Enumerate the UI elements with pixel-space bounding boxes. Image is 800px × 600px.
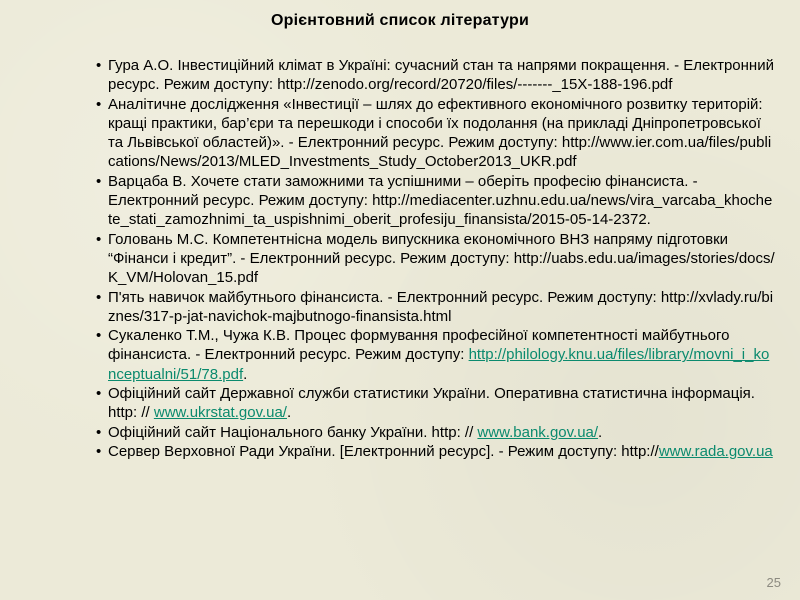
reference-item: [105, 288, 775, 327]
reference-text: Сукаленко Т.М., Чужа К.В. Процес формування професійної компетентності майбутнього фінансиста. - Електронний ресурс. Режим доступу:: [108, 327, 734, 364]
page-number: 25: [766, 575, 781, 590]
reference-text: Офіційний сайт Державної служби статистики України. Оперативна статистична інформація. http: //: [108, 385, 760, 422]
reference-url: http://mediacenter.uzhnu.edu.ua/news/vira_varcaba_khochete_stati_zamozhnimi_ta_uspishnimi_oberit_profesiju_finansista/2015-05-14-2372.: [108, 192, 773, 229]
reference-url: http://xvlady.ru/biznes/317-p-jat-navichok-majbutnogo-finansista.html: [108, 288, 774, 325]
reference-list: [105, 56, 779, 461]
reference-tail: .: [598, 423, 603, 441]
reference-link[interactable]: www.ukrstat.gov.ua/: [153, 404, 287, 422]
reference-link[interactable]: www.bank.gov.ua/: [477, 423, 599, 441]
reference-text: Сервер Верховної Ради України. [Електронний ресурс]. - Режим доступу: http://: [108, 442, 659, 460]
reference-link[interactable]: http://philology.knu.ua/files/library/movni_i_konceptualni/51/78.pdf: [108, 346, 770, 383]
reference-item: [105, 230, 775, 288]
reference-text: Головань М.С. Компетентнісна модель випускника економічного ВНЗ напряму підготовки “Фінанси і кредит”. - Електронний ресурс. Режим доступу:: [108, 230, 733, 267]
reference-tail: .: [286, 404, 292, 422]
reference-text: Аналітичне дослідження «Інвестиції – шлях до ефективного економічного розвитку територій: кращі практики, бар’єри та перешкоди і способи їх подолання (на прикладі Дніпропетровської та Львівської областей)». - Електронний ресурс. Режим доступу:: [108, 95, 767, 152]
reference-item: [105, 423, 775, 442]
slide-title: Орієнтовний список літератури: [270, 12, 530, 29]
reference-text: Гура А.О. Інвестиційний клімат в Україні: сучасний стан та напрями покращення. - Електронний ресурс. Режим доступу:: [108, 57, 779, 94]
reference-url: http://zenodo.org/record/20720/files/-------_15X-188-196.pdf: [277, 76, 673, 94]
reference-item: [105, 326, 775, 384]
reference-text: Варцаба В. Хочете стати заможними та успішними – оберіть професію фінансиста. - Електронний ресурс. Режим доступу:: [108, 172, 702, 210]
reference-item: [105, 56, 779, 95]
reference-url: http://uabs.edu.ua/images/stories/docs/K_VM/Holovan_15.pdf: [108, 249, 775, 287]
reference-item: [105, 384, 775, 423]
reference-tail: .: [243, 365, 248, 383]
reference-item: [105, 172, 775, 230]
reference-text: Офіційний сайт Національного банку України. http: //: [108, 423, 478, 441]
reference-item: [105, 442, 775, 461]
reference-url: http://www.ier.com.ua/files/publications/News/2013/MLED_Investments_Study_October2013_UKR.pdf: [108, 134, 772, 171]
reference-item: [105, 95, 775, 172]
reference-link[interactable]: www.rada.gov.ua: [658, 442, 773, 460]
reference-text: П'ять навичок майбутнього фінансиста. - Електронний ресурс. Режим доступу:: [108, 288, 661, 306]
